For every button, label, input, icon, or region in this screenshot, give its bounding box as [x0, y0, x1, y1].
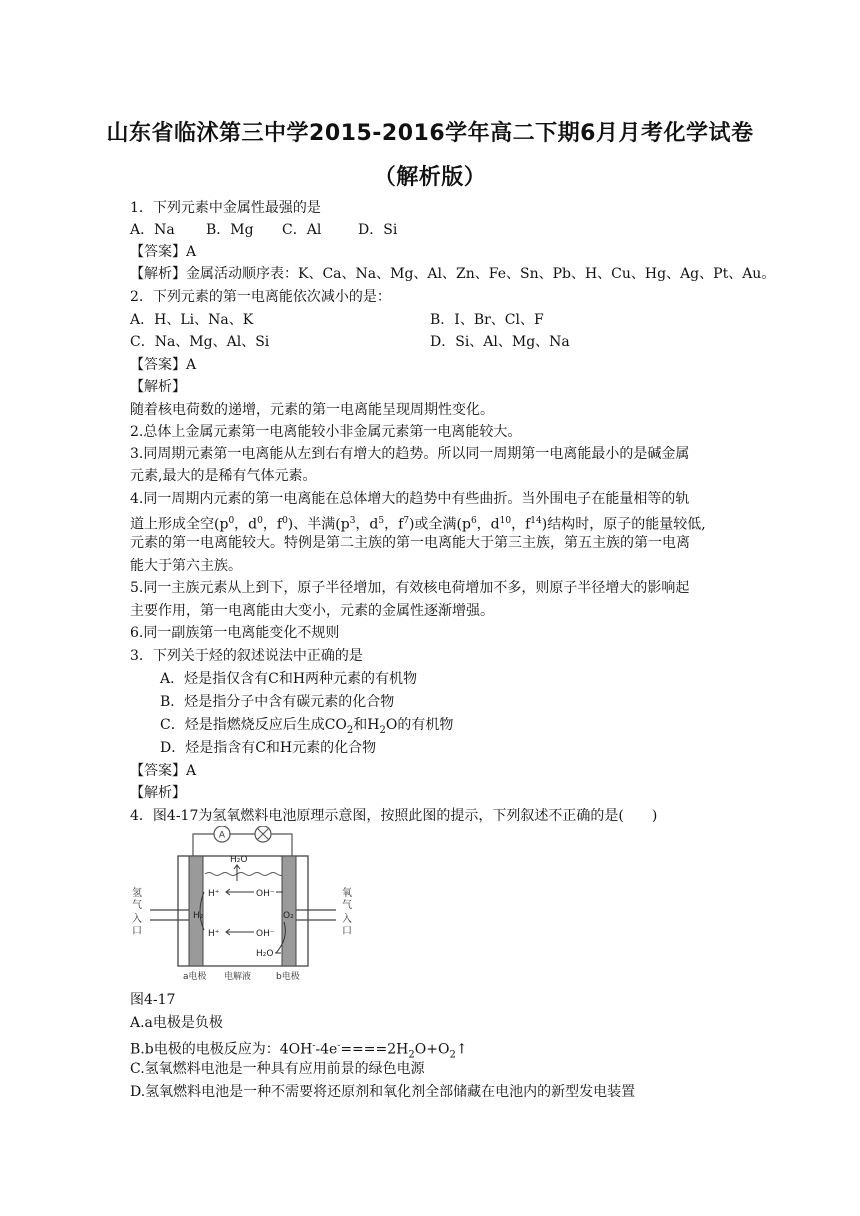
q1-question: 1．下列元素中金属性最强的是	[130, 200, 321, 216]
o2-label: O₂	[283, 911, 294, 921]
text-run: O的有机物	[385, 717, 454, 733]
text-run: ，f	[384, 516, 404, 533]
left-inlet-char: 氢	[132, 888, 142, 899]
figure-caption: 图4-17	[130, 992, 176, 1008]
superscript: 6	[470, 516, 477, 526]
text-run: ，d	[476, 516, 500, 533]
q1-option-b: B．Mg	[206, 222, 254, 238]
q3-option-a: A．烃是指仅含有C和H两种元素的有机物	[160, 671, 418, 687]
text-run: ，f	[262, 516, 283, 533]
superscript: 10	[499, 516, 512, 526]
q2-option-b: B．I、Br、Cl、F	[430, 312, 544, 328]
left-inlet-char: 入	[132, 914, 142, 925]
q1-answer: 【答案】A	[130, 244, 197, 260]
text-run: C．烃是指燃烧反应后生成CO	[160, 717, 347, 733]
right-inlet-char: 气	[342, 900, 352, 911]
h-plus-bottom-label: H⁺	[208, 929, 220, 939]
q2-answer: 【答案】A	[130, 357, 197, 373]
q2-analysis-p5b: 主要作用，第一电离能由大变小，元素的金属性逐渐增强。	[130, 603, 494, 619]
subscript: 2	[346, 724, 354, 736]
q2-analysis-p5a: 5.同一主族元素从上到下，原子半径增加，有效核电荷增加不多，则原子半径增大的影响起	[130, 580, 690, 596]
text-run: -4e	[315, 1041, 338, 1058]
q2-question: 2．下列元素的第一电离能依次减小的是：	[130, 289, 391, 305]
q1-analysis: 【解析】金属活动顺序表：K、Ca、Na、Mg、Al、Zn、Fe、Sn、Pb、H、Cu、Hg、Ag、Pt、Au。	[130, 266, 776, 282]
h-plus-top-label: H⁺	[208, 889, 220, 899]
right-inlet-char: 入	[342, 914, 352, 925]
q1-options	[130, 220, 740, 240]
q4-option-c: C.氢氧燃料电池是一种具有应用前景的绿色电源	[130, 1061, 425, 1077]
q2-option-d: D．Si、Al、Mg、Na	[430, 334, 570, 350]
document-subtitle: （解析版）	[373, 165, 487, 190]
oh-top-label: OH⁻	[256, 889, 275, 899]
superscript: 0	[282, 516, 288, 526]
q2-options-row1	[130, 310, 740, 330]
superscript: 0	[228, 516, 235, 526]
electrolyte-label: 电解液	[224, 972, 252, 982]
left-inlet-label	[132, 886, 142, 937]
q2-analysis-p3a: 3.同周期元素第一电离能从左到右有增大的趋势。所以同一周期第一电离能最小的是碱金属	[130, 446, 690, 462]
electrode-b-label: b电极	[276, 972, 300, 982]
q1-option-d: D．Si	[358, 222, 398, 238]
superscript: 5	[378, 516, 385, 526]
superscript: 3	[349, 516, 356, 526]
q4-option-a: A.a电极是负极	[130, 1015, 223, 1031]
water-low-label: H₂O	[256, 949, 274, 959]
text-run: 和H	[353, 717, 380, 733]
superscript: 7	[403, 516, 410, 526]
electrolyte-surface	[205, 873, 285, 876]
q2-analysis-p3b: 元素,最大的是稀有气体元素。	[130, 468, 317, 484]
text-run: )、半满(p	[287, 516, 350, 533]
q3-analysis: 【解析】	[130, 785, 186, 801]
subscript: 2	[379, 724, 386, 736]
oh-bottom-label: OH⁻	[256, 929, 275, 939]
text-run: ，d	[355, 516, 379, 533]
q4-option-d: D.氢氧燃料电池是一种不需要将还原剂和氧化剂全部储藏在电池内的新型发电装置	[130, 1084, 636, 1100]
q3-option-c	[160, 715, 770, 741]
fuel-cell-diagram	[126, 826, 358, 984]
left-inlet-char: 气	[132, 900, 142, 911]
document-title: 山东省临沭第三中学2015-2016学年高二下期6月月考化学试卷	[106, 121, 754, 146]
right-inlet-char: 氧	[342, 888, 352, 899]
text-run: 道上形成全空(p	[130, 516, 229, 533]
q2-analysis-head: 【解析】	[130, 379, 186, 395]
q3-answer: 【答案】A	[130, 763, 197, 779]
right-inlet-char: 口	[342, 926, 352, 937]
text-run: ====2H	[340, 1041, 409, 1058]
superscript: -	[312, 1041, 316, 1051]
text-run: )结构时，原子的能量较低,	[541, 516, 706, 533]
q2-analysis-p4c: 元素的第一电离能较大。特例是第二主族的第一电离能大于第三主族，第五主族的第一电离	[130, 535, 690, 551]
electrode-a-label: a电极	[183, 972, 207, 982]
subscript: 2	[449, 1049, 456, 1061]
right-inlet-label	[342, 886, 352, 937]
q3-option-b: B．烃是指分子中含有碳元素的化合物	[160, 694, 395, 710]
text-run: B.b电极的电极反应为：4OH	[130, 1041, 313, 1058]
water-top-label: H₂O	[230, 855, 248, 865]
q1-option-c: C．Al	[282, 222, 322, 238]
text-run: )或全满(p	[409, 516, 471, 533]
text-run: O+O	[414, 1041, 450, 1058]
subscript: 2	[408, 1049, 415, 1061]
text-run: ，f	[511, 516, 531, 533]
superscript: 0	[257, 516, 263, 526]
h2-label: H₂	[193, 911, 204, 921]
q2-analysis-p1: 随着核电荷数的递增，元素的第一电离能呈现周期性变化。	[130, 402, 494, 418]
left-inlet-char: 口	[132, 926, 142, 937]
q4-question: 4．图4-17为氢氧燃料电池原理示意图，按照此图的提示，下列叙述不正确的是( )	[130, 808, 658, 824]
superscript: -	[337, 1041, 341, 1051]
ammeter-label: A	[218, 830, 226, 841]
superscript: 14	[530, 516, 542, 526]
q2-analysis-p4b	[130, 511, 740, 535]
q2-analysis-p2: 2.总体上金属元素第一电离能较小非金属元素第一电离能较大。	[130, 424, 522, 440]
q3-question: 3．下列关于烃的叙述说法中正确的是	[130, 648, 363, 664]
q3-option-d: D．烃是指含有C和H元素的化合物	[160, 740, 377, 756]
q2-options-row2	[130, 332, 740, 352]
q2-analysis-p4a: 4.同一周期内元素的第一电离能在总体增大的趋势中有些曲折。当外围电子在能量相等的轨	[130, 491, 690, 507]
text-run: ，d	[234, 516, 258, 533]
q2-analysis-p6: 6.同一副族第一电离能变化不规则	[130, 625, 340, 641]
q2-option-a: A．H、Li、Na、K	[130, 312, 254, 328]
text-run: ↑	[455, 1041, 468, 1058]
q2-option-c: C．Na、Mg、Al、Si	[130, 334, 270, 350]
q1-option-a: A．Na	[130, 222, 175, 238]
q2-analysis-p4d: 能大于第六主族。	[130, 558, 242, 574]
